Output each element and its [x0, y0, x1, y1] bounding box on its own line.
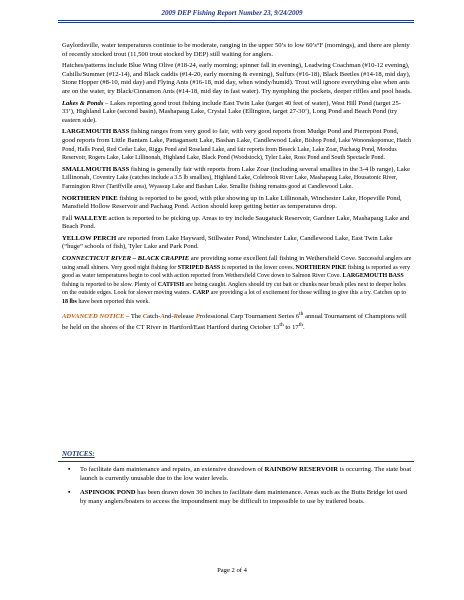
text-walleye-pre: Fall [62, 214, 74, 222]
paragraph-walleye [62, 215, 412, 232]
adv-text-3: nd- [164, 312, 174, 320]
adv-text-6: annual Tournament of Champions will be held on the shores of the CT River in Hartford/East Hartford during October 13 [62, 312, 407, 332]
adv-sup-2: th [279, 322, 284, 329]
paragraph-advanced-notice [62, 310, 412, 334]
paragraph-gaylordsville: Gaylordsville, water temperatures continue to be moderate, ranging in the upper 50’s to low 60’s°F (mornings), and there are plenty of recently stocked trout (11,500 trout stocked by DEP) still waiting for anglers. [62, 42, 410, 58]
adv-text-7: to 17 [283, 324, 299, 332]
ct-bold-carp: CARP [192, 290, 210, 297]
page-number: Page 2 of 4 [217, 567, 247, 574]
heading-northern-pike: NORTHERN PIKE [62, 194, 118, 202]
adv-text-5: rofessional Carp Tournament Series 6 [199, 312, 300, 320]
adv-sup-3: th [298, 322, 304, 329]
ct-text-6: are being caught. Anglers should try cut bait or chunks near brush piles next to deeper holes on the outside edges. Look for slower moving waters. [62, 281, 406, 297]
ct-bold-northern-pike: NORTHERN PIKE [295, 264, 347, 271]
heading-ct-river: CONNECTICUT RIVER – BLACK CRAPPIE [62, 255, 190, 263]
ct-bold-largemouth-bass: LARGEMOUTH BASS [342, 273, 404, 280]
paragraph-northern-pike [62, 195, 412, 212]
notice-text: To facilitate dam maintenance and repairs, an extensive drawdown of [80, 466, 265, 473]
adv-text-4: elease [177, 312, 196, 320]
bullet-square-icon: ▪ [68, 489, 71, 496]
page-header: 2009 DEP Fishing Report Number 23, 9/24/2009 [161, 9, 303, 17]
adv-cap-p: P [195, 312, 200, 320]
heading-smallmouth-bass: SMALLMOUTH BASS [62, 165, 130, 173]
notices-rule [58, 461, 414, 462]
adv-text-8: . [303, 324, 305, 332]
ct-text-7: are providing a lot of excitement for those willing to give this a try. Catches up to [209, 290, 407, 297]
ct-text-5: fishing is reported to be slow. Plenty of [62, 281, 158, 288]
text-lakes-ponds: – Lakes reporting good trout fishing include East Twin Lake (target 40 feet of water), West Hill Pond (target 25-33’), Highland Lake (second basin), Mashapaug Lake, Crystal Lake (Ellington, target 27-30’), Long Pond and Beach Pond (try eastern side). [62, 99, 401, 124]
notice-text: is occurring. The state boat launch is currently unusable due to the low water levels. [80, 466, 412, 482]
ct-bold-18-lbs: 18 lbs [62, 299, 77, 306]
ct-text-2: Successful anglers are using small shiners. Very good night fishing for [62, 256, 412, 271]
notice-bold: RAINBOW RESERVOIR [264, 466, 338, 473]
notice-bold: ASPINOOK POND [80, 489, 136, 496]
paragraph-hatches: Hatches/patterns include Blue Wing Olive (#18-24, early morning; spinner fall in evening), Leadwing Coachman (#10-12 evening), Cahills/Summer (#12-14), and Black caddis (#14-20, early morning & evening), Sulfurs (#16-18), Black Beetles (#14-18, mid day), Stone Hopper (#8-10, mid day) and Flying Ants (#16-18, mid day, when windy/humid). Trout will ignore everything else when ants are on the water, try Black/Cinnamon Ants (#14-18, mid day in fast water). Try nymphing the pockets, deeper riffles and pool heads. [62, 62, 412, 95]
paragraph-lakes-ponds [62, 100, 412, 126]
adv-cap-c: C [142, 312, 148, 320]
ct-bold-striped-bass: STRIPED BASS [177, 264, 221, 271]
adv-text-1: – The [124, 312, 143, 320]
heading-yellow-perch: YELLOW PERCH [62, 234, 117, 242]
ct-text-4: fishing is reported as very good as water temperatures begin to cool with action reported from Wethersfield Cove down to Salmon River Cove. [62, 264, 411, 280]
heading-walleye: WALLEYE [73, 214, 107, 222]
paragraph-smallmouth-bass [62, 166, 412, 192]
adv-cap-a: A [160, 312, 165, 320]
adv-text-2: atch- [147, 312, 161, 320]
ct-bold-catfish: CATFISH [157, 281, 184, 288]
text-smallmouth-bass-small: Coventry Lake (catches include a 3.5 lb smallies), Highland Lake, Colebrook River Lake, Mashapaug Lake, Housatonic River, Farmington River (Tariffville area), Wyassup Lake and Bashan Lake. Smallie fishing remains good at Candlewood Lake. [62, 175, 398, 190]
ct-text-1: are providing some excellent fall fishing in Wethersfield Cove. [189, 255, 357, 263]
adv-sup-1: th [299, 310, 304, 317]
header-rule [58, 20, 414, 21]
text-smallmouth-bass: fishing is generally fair with reports from Lake Zoar (including several smallies in the 3-4 lb range), Lake Lillinonah, [62, 165, 410, 182]
notices-heading: NOTICES: [62, 450, 95, 458]
header-rule-2 [58, 22, 414, 23]
text-largemouth-bass: fishing ranges from very good to fair, with very good reports from Mudge Pond and Pierrepont Pond, good reports from Little Bantam Lake, Pattagansett Lake, Bashan Lake, Candlewood Lake, [62, 128, 399, 144]
paragraph-largemouth-bass [62, 128, 412, 162]
report-body [62, 42, 412, 336]
text-yellow-perch: are reported from Lake Hayward, Stillwater Pond, Winchester Lake, Candlewood Lake, East Twin Lake (“huge” schools of fish), Tyler Lake and Park Pond. [62, 234, 393, 251]
text-largemouth-bass-small: Bishop Pond, Lake Wononskopomuc, Hatch Pond, Halls Pond, Red Cedar Lake, Riggs Pond and Roseland Lake, and fair reports from Beseck Lake, Lake Zoar, Pachaug Pond, Moodus Reservoir, Rogers Lake, Lake Lillinonah, Highland Lake, Black Pond (Woodstock), Tyler Lake, Ross Pond and South Spectacle Pond. [62, 137, 412, 162]
text-walleye: action is reported to be picking up. Areas to try include Saugatuck Reservoir, Gardner Lake, Mashapaug Lake and Beach Pond. [62, 214, 410, 231]
adv-cap-r: R [173, 312, 178, 320]
heading-lakes-ponds: Lakes & Ponds [62, 99, 104, 107]
ct-text-3: is reported in the lower coves. [220, 264, 296, 271]
advanced-notice-label: ADVANCED NOTICE [62, 312, 125, 320]
text-northern-pike: fishing is reported to be good, with pike showing up in Lake Lillinonah, Winchester Lake, Hopeville Pond, Mansfield Hollow Reservoir and Pachaug Pond. Action should keep getting better as temperatures drop. [62, 194, 402, 211]
ct-text-8: have been reported this week. [76, 299, 150, 306]
heading-largemouth-bass: LARGEMOUTH BASS [62, 128, 130, 136]
paragraph-yellow-perch [62, 235, 412, 252]
bullet-square-icon: ▪ [68, 466, 71, 473]
notice-text: has been drawn down 30 inches to facilitate dam maintenance. Areas such as the Butts Bridge lot used by many anglers/boaters to access the impoundment may be difficult to impossible to use by trailered boats. [80, 489, 408, 505]
paragraph-ct-river [62, 255, 412, 307]
